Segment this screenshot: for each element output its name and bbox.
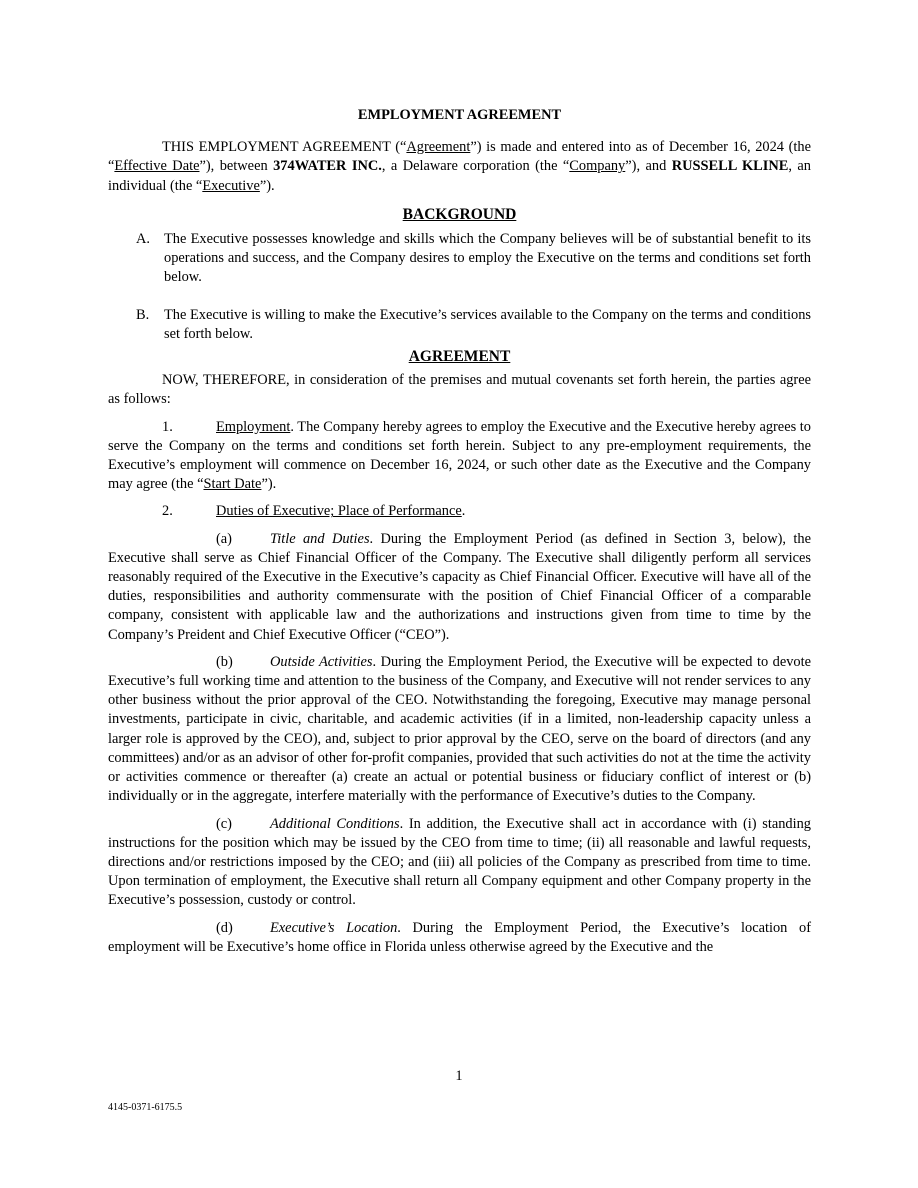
section-text: ”). xyxy=(261,476,277,493)
section-number: 1. xyxy=(162,418,173,435)
intro-text: ”), and xyxy=(625,158,672,175)
section-heading: Duties of Executive; Place of Performance xyxy=(216,503,462,520)
background-heading: BACKGROUND xyxy=(402,205,517,223)
background-item-a xyxy=(108,230,811,288)
page-number: 1 xyxy=(455,1068,463,1084)
subsection-2d-executive-location xyxy=(108,919,811,957)
intro-text: THIS EMPLOYMENT AGREEMENT (“ xyxy=(162,139,407,156)
executive-name: RUSSELL KLINE xyxy=(671,158,789,175)
subsection-title: Additional Conditions xyxy=(270,815,400,832)
intro-text: ”), between xyxy=(199,158,274,175)
subsection-text: . During the Employment Period, the Executive will be expected to devote Executive’s full working time and attention to the business of the Company, and Executive will not render services to any other business without the prior approval of the CEO. Notwithstanding the foregoing, Executive may manage personal investments, participate in civic, charitable, and academic activities (if in a limited, non-leadership capacity unless a larger role is approved by the CEO), and, subject to prior approval by the CEO, serve on the board of directors (and any committees) and/or as an advisor of other for-profit companies, provided that such activities do not at the time the activity or activities commence or thereafter (a) create an actual or potential business or fiduciary conflict of interest or (b) individually or in the aggregate, interfere materially with the performance of Executive’s duties to the Company. xyxy=(108,653,811,805)
list-marker: A. xyxy=(136,231,150,248)
now-therefore-paragraph: NOW, THEREFORE, in consideration of the premises and mutual covenants set forth herein, the parties agree as follows: xyxy=(108,372,811,408)
section-heading: Employment xyxy=(216,418,291,435)
company-name: 374WATER INC. xyxy=(273,158,382,175)
intro-paragraph xyxy=(108,138,811,196)
subsection-title: Outside Activities xyxy=(270,653,373,670)
subsection-label: (b) xyxy=(216,653,233,670)
intro-text: ”). xyxy=(259,177,275,194)
subsection-text: . During the Employment Period (as defined in Section 3, below), the Executive shall serve as Chief Financial Officer of the Company. The Executive shall diligently perform all services reasonably required of the Executive in the Executive’s capacity as Chief Financial Officer. Executive will have all of the duties, responsibilities and authority commensurate with the position of Chief Financial Officer of a comparable company, consistent with applicable law and the authorizations and instructions given from time to time by the Company’s Preident and Chief Executive Officer (“CEO”). xyxy=(108,530,811,643)
defined-term-start-date: Start Date xyxy=(203,476,262,493)
subsection-label: (a) xyxy=(216,530,232,547)
section-text: . The Company hereby agrees to employ the Executive and the Executive hereby agrees to serve the Company on the terms and conditions set forth herein. Subject to any pre-employment requirements, the Executive’s employment will commence on December 16, 2024, or such other date as the Executive and the Company may agree (the “ xyxy=(108,418,811,493)
intro-text: , an individual (the “ xyxy=(108,158,812,194)
document-body xyxy=(108,106,811,965)
subsection-text: . During the Employment Period, the Executive’s location of employment will be Executive’s home office in Florida unless otherwise agreed by the Executive and the xyxy=(108,919,811,955)
document-id: 4145-0371-6175.5 xyxy=(108,1102,183,1113)
document-title: EMPLOYMENT AGREEMENT xyxy=(357,107,562,123)
background-item-text: The Executive is willing to make the Executive’s services available to the Company on the terms and conditions set forth below. xyxy=(164,306,811,342)
background-item-b xyxy=(108,306,811,344)
intro-text: ”) is made and entered into as of December 16, 2024 (the “ xyxy=(108,139,811,175)
subsection-title: Executive’s Location xyxy=(270,919,398,936)
section-number: 2. xyxy=(162,503,173,520)
defined-term-executive: Executive xyxy=(202,177,260,194)
section-2-duties xyxy=(108,502,811,521)
section-text: . xyxy=(461,503,466,520)
defined-term-company: Company xyxy=(569,158,626,175)
intro-text: , a Delaware corporation (the “ xyxy=(381,158,570,175)
subsection-title: Title and Duties xyxy=(270,530,370,547)
background-item-text: The Executive possesses knowledge and skills which the Company believes will be of substantial benefit to its operations and success, and the Company desires to employ the Executive on the terms and conditions set forth below. xyxy=(164,231,811,286)
section-1-employment xyxy=(108,418,811,495)
agreement-heading: AGREEMENT xyxy=(408,348,511,366)
defined-term-agreement: Agreement xyxy=(406,139,471,156)
subsection-label: (c) xyxy=(216,815,232,832)
subsection-2a-title-and-duties xyxy=(108,530,811,645)
defined-term-effective-date: Effective Date xyxy=(114,158,200,175)
subsection-2c-additional-conditions xyxy=(108,815,811,911)
subsection-text: . In addition, the Executive shall act in accordance with (i) standing instructions for the position which may be issued by the CEO from time to time; (ii) all reasonable and lawful requests, directions and/or restrictions imposed by the CEO; and (iii) all policies of the Company as prescribed from time to time. Upon termination of employment, the Executive shall return all Company equipment and other Company property in the Executive’s possession, custody or control. xyxy=(108,815,811,909)
list-marker: B. xyxy=(136,306,150,323)
subsection-2b-outside-activities xyxy=(108,653,811,807)
subsection-label: (d) xyxy=(216,919,233,936)
